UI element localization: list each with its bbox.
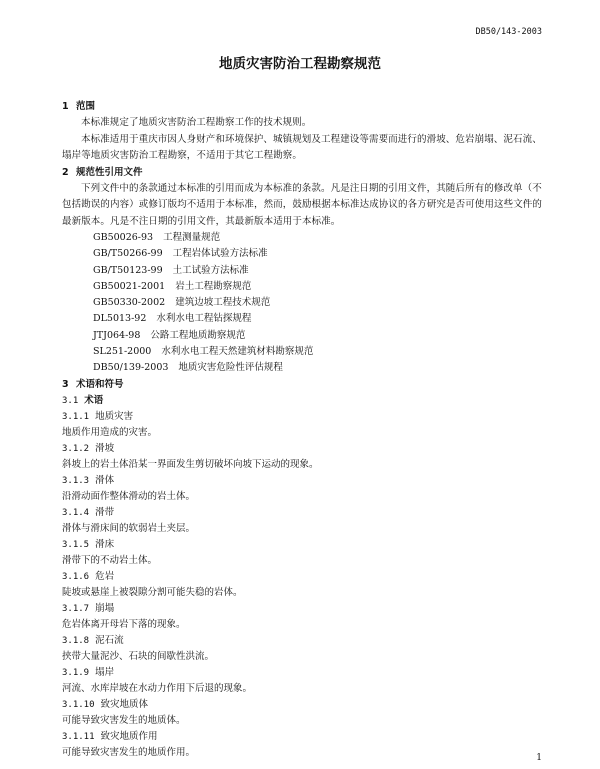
reference-title: 水利水电工程钻探规程	[156, 313, 252, 325]
reference-item	[62, 230, 544, 246]
term-definition: 危岩体离开母岩下落的现象。	[62, 618, 186, 630]
term-number: 3.1.10	[62, 699, 95, 710]
subsection-title: 术语	[84, 394, 104, 406]
term-number: 3.1.1	[62, 411, 90, 422]
reference-item	[62, 344, 544, 360]
paragraph: 本标准规定了地质灾害防治工程勘察工作的技术规则。	[81, 117, 312, 128]
term-number: 3.1.5	[62, 539, 90, 550]
paragraph: 下列文件中的条款通过本标准的引用而成为本标准的条款。凡是注日期的引用文件，其随后所有的修改单（不包括勘误的内容）或修订版均不适用于本标准，然而，鼓励根据本标准达成协议的各方研究是否可使用这些文件的最新版本。凡是不注日期的引用文件，其最新版本适用于本标准。	[62, 182, 543, 227]
term-definition: 滑体与滑床间的软弱岩土夹层。	[62, 522, 196, 534]
reference-code: GB/T50266-99	[93, 248, 163, 260]
reference-title: 岩土工程勘察规范	[175, 280, 252, 292]
reference-code: DL5013-92	[93, 313, 147, 325]
reference-item	[62, 263, 544, 279]
section-number: 2	[62, 166, 69, 178]
term-name: 滑坡	[95, 442, 115, 454]
term-heading	[62, 697, 544, 713]
term-name: 地质灾害	[95, 410, 134, 422]
paragraph: 本标准适用于重庆市因人身财产和环境保护、城镇规划及工程建设等需要而进行的滑坡、危岩崩塌、泥石流、塌岸等地质灾害防治工程勘察，不适用于其它工程勘察。	[62, 133, 542, 161]
term-definition: 挟带大量泥沙、石块的间歇性洪流。	[62, 650, 215, 662]
page-number: 1	[536, 753, 542, 763]
reference-title: 地质灾害危险性评估规程	[178, 362, 283, 374]
reference-item	[62, 295, 544, 311]
reference-item	[62, 246, 544, 262]
section-number: 1	[62, 101, 69, 112]
term-definition: 斜坡上的岩土体沿某一界面发生剪切破坏向坡下运动的现象。	[62, 458, 319, 470]
term-heading	[62, 729, 544, 745]
section-heading-terms	[62, 377, 544, 393]
term-heading	[62, 601, 544, 617]
term-heading	[62, 569, 544, 585]
section-title: 范围	[76, 101, 96, 112]
reference-title: 建筑边坡工程技术规范	[175, 297, 271, 309]
term-number: 3.1.8	[62, 635, 90, 646]
term-number: 3.1.7	[62, 603, 90, 614]
subsection-number: 3.1	[62, 395, 79, 406]
page-title: 地质灾害防治工程勘察规范	[219, 56, 381, 72]
term-name: 滑床	[95, 538, 115, 550]
term-number: 3.1.9	[62, 667, 90, 678]
reference-title: 工程岩体试验方法标准	[172, 248, 268, 260]
reference-code: GB50026-93	[93, 232, 154, 243]
term-definition: 滑带下的不动岩土体。	[62, 554, 158, 566]
term-name: 滑带	[95, 506, 115, 518]
term-heading	[62, 633, 544, 649]
term-name: 崩塌	[95, 602, 115, 614]
term-name: 致灾地质作用	[100, 730, 158, 742]
reference-code: GB50330-2002	[93, 297, 166, 309]
reference-item	[62, 328, 544, 344]
term-number: 3.1.4	[62, 507, 90, 518]
reference-code: GB50021-2001	[93, 280, 166, 292]
reference-list	[62, 230, 544, 377]
term-heading	[62, 665, 544, 681]
reference-title: 工程测量规范	[163, 232, 221, 243]
reference-title: 水利水电工程天然建筑材料勘察规范	[161, 346, 314, 358]
reference-code: JTJ064-98	[93, 329, 141, 341]
term-definition: 可能导致灾害发生的地质作用。	[62, 746, 196, 758]
term-list	[62, 409, 544, 761]
subsection-heading	[62, 393, 544, 409]
term-name: 塌岸	[95, 666, 115, 678]
reference-title: 土工试验方法标准	[172, 264, 249, 276]
term-definition: 陡坡或悬崖上被裂隙分割可能失稳的岩体。	[62, 586, 243, 598]
reference-item	[62, 279, 544, 295]
term-name: 危岩	[95, 570, 115, 582]
section-title: 术语和符号	[76, 378, 124, 390]
term-heading	[62, 409, 544, 425]
term-heading	[62, 537, 544, 553]
term-name: 致灾地质体	[100, 698, 149, 710]
standard-code: DB50/143-2003	[475, 27, 542, 37]
term-definition: 可能导致灾害发生的地质体。	[62, 714, 186, 726]
reference-code: DB50/139-2003	[93, 362, 169, 374]
term-heading	[62, 505, 544, 521]
term-number: 3.1.3	[62, 475, 90, 486]
term-definition: 地质作用造成的灾害。	[62, 426, 158, 438]
term-name: 泥石流	[95, 634, 124, 646]
document-body	[62, 99, 544, 761]
reference-title: 公路工程地质勘察规范	[150, 329, 246, 341]
reference-item	[62, 360, 544, 376]
term-definition: 沿滑动面作整体滑动的岩土体。	[62, 490, 196, 502]
section-heading-scope	[62, 99, 544, 115]
term-number: 3.1.11	[62, 731, 95, 742]
section-title: 规范性引用文件	[76, 166, 143, 178]
section-number: 3	[62, 378, 69, 390]
section-heading-refs	[62, 165, 544, 181]
term-heading	[62, 441, 544, 457]
term-number: 3.1.2	[62, 443, 90, 454]
term-heading	[62, 473, 544, 489]
reference-code: GB/T50123-99	[93, 264, 163, 276]
term-number: 3.1.6	[62, 571, 90, 582]
reference-item	[62, 311, 544, 327]
reference-code: SL251-2000	[93, 346, 152, 358]
term-definition: 河流、水库岸坡在水动力作用下后退的现象。	[62, 682, 253, 694]
term-name: 滑体	[95, 474, 115, 486]
